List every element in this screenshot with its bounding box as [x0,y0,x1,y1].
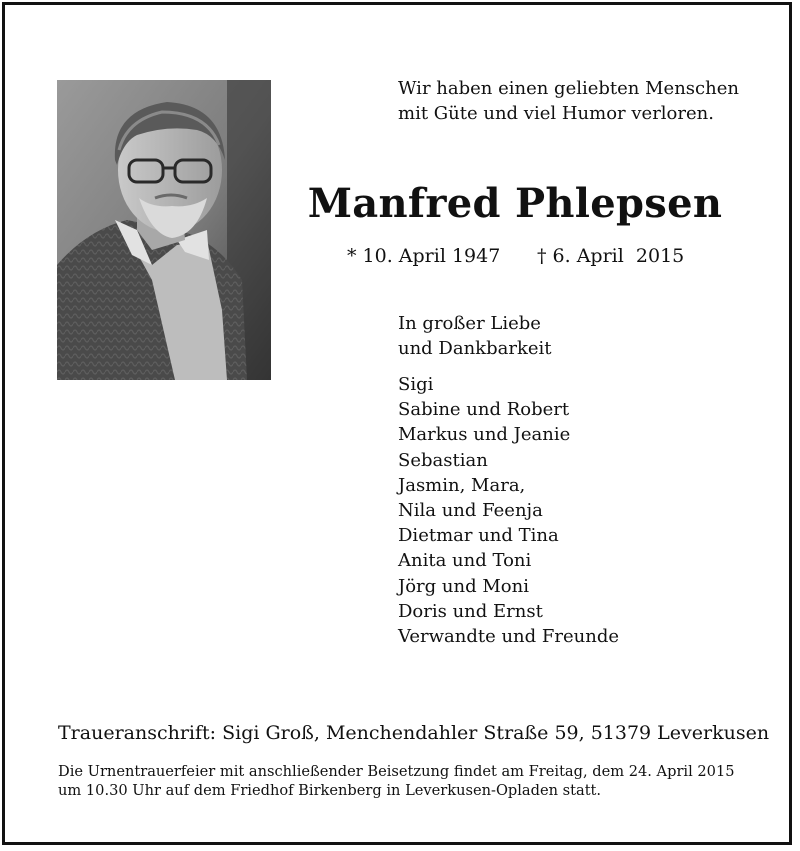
birth-date: * 10. April 1947 [347,245,501,267]
mourner: Jörg und Moni [398,575,529,597]
motto-line-2: mit Güte und viel Humor verloren. [398,103,714,124]
notice-line-2: um 10.30 Uhr auf dem Friedhof Birkenberg in Leverkusen-Opladen statt. [58,782,602,799]
deceased-name: Manfred Phlepsen [307,180,723,227]
closing-phrase [398,311,552,361]
closing-line-2: und Dankbarkeit [398,338,552,359]
death-date: † 6. April 2015 [537,245,685,267]
mourner: Nila und Feenja [398,500,543,522]
mourner: Sigi [398,374,434,395]
motto-line-1: Wir haben einen geliebten Menschen [398,78,739,99]
mourner: Sebastian [398,449,488,471]
motto [398,76,739,126]
mourning-address: Traueranschrift: Sigi Groß, Menchendahler Straße 59, 51379 Leverkusen [58,722,770,744]
mourner: Markus und Jeanie [398,424,571,446]
closing-line-1: In großer Liebe [398,313,541,334]
mourner: Verwandte und Freunde [398,626,620,648]
mourner: Jasmin, Mara, [398,474,526,496]
funeral-notice [58,762,758,800]
portrait-photo [57,80,271,380]
mourner: Anita und Toni [398,550,532,572]
mourner: Dietmar und Tina [398,525,559,547]
mourner: Doris und Ernst [398,600,543,622]
notice-line-1: Die Urnentrauerfeier mit anschließender Beisetzung findet am Freitag, dem 24. April 2015 [58,763,735,780]
mourner: Sabine und Robert [398,399,570,421]
mourners-list [398,372,619,649]
